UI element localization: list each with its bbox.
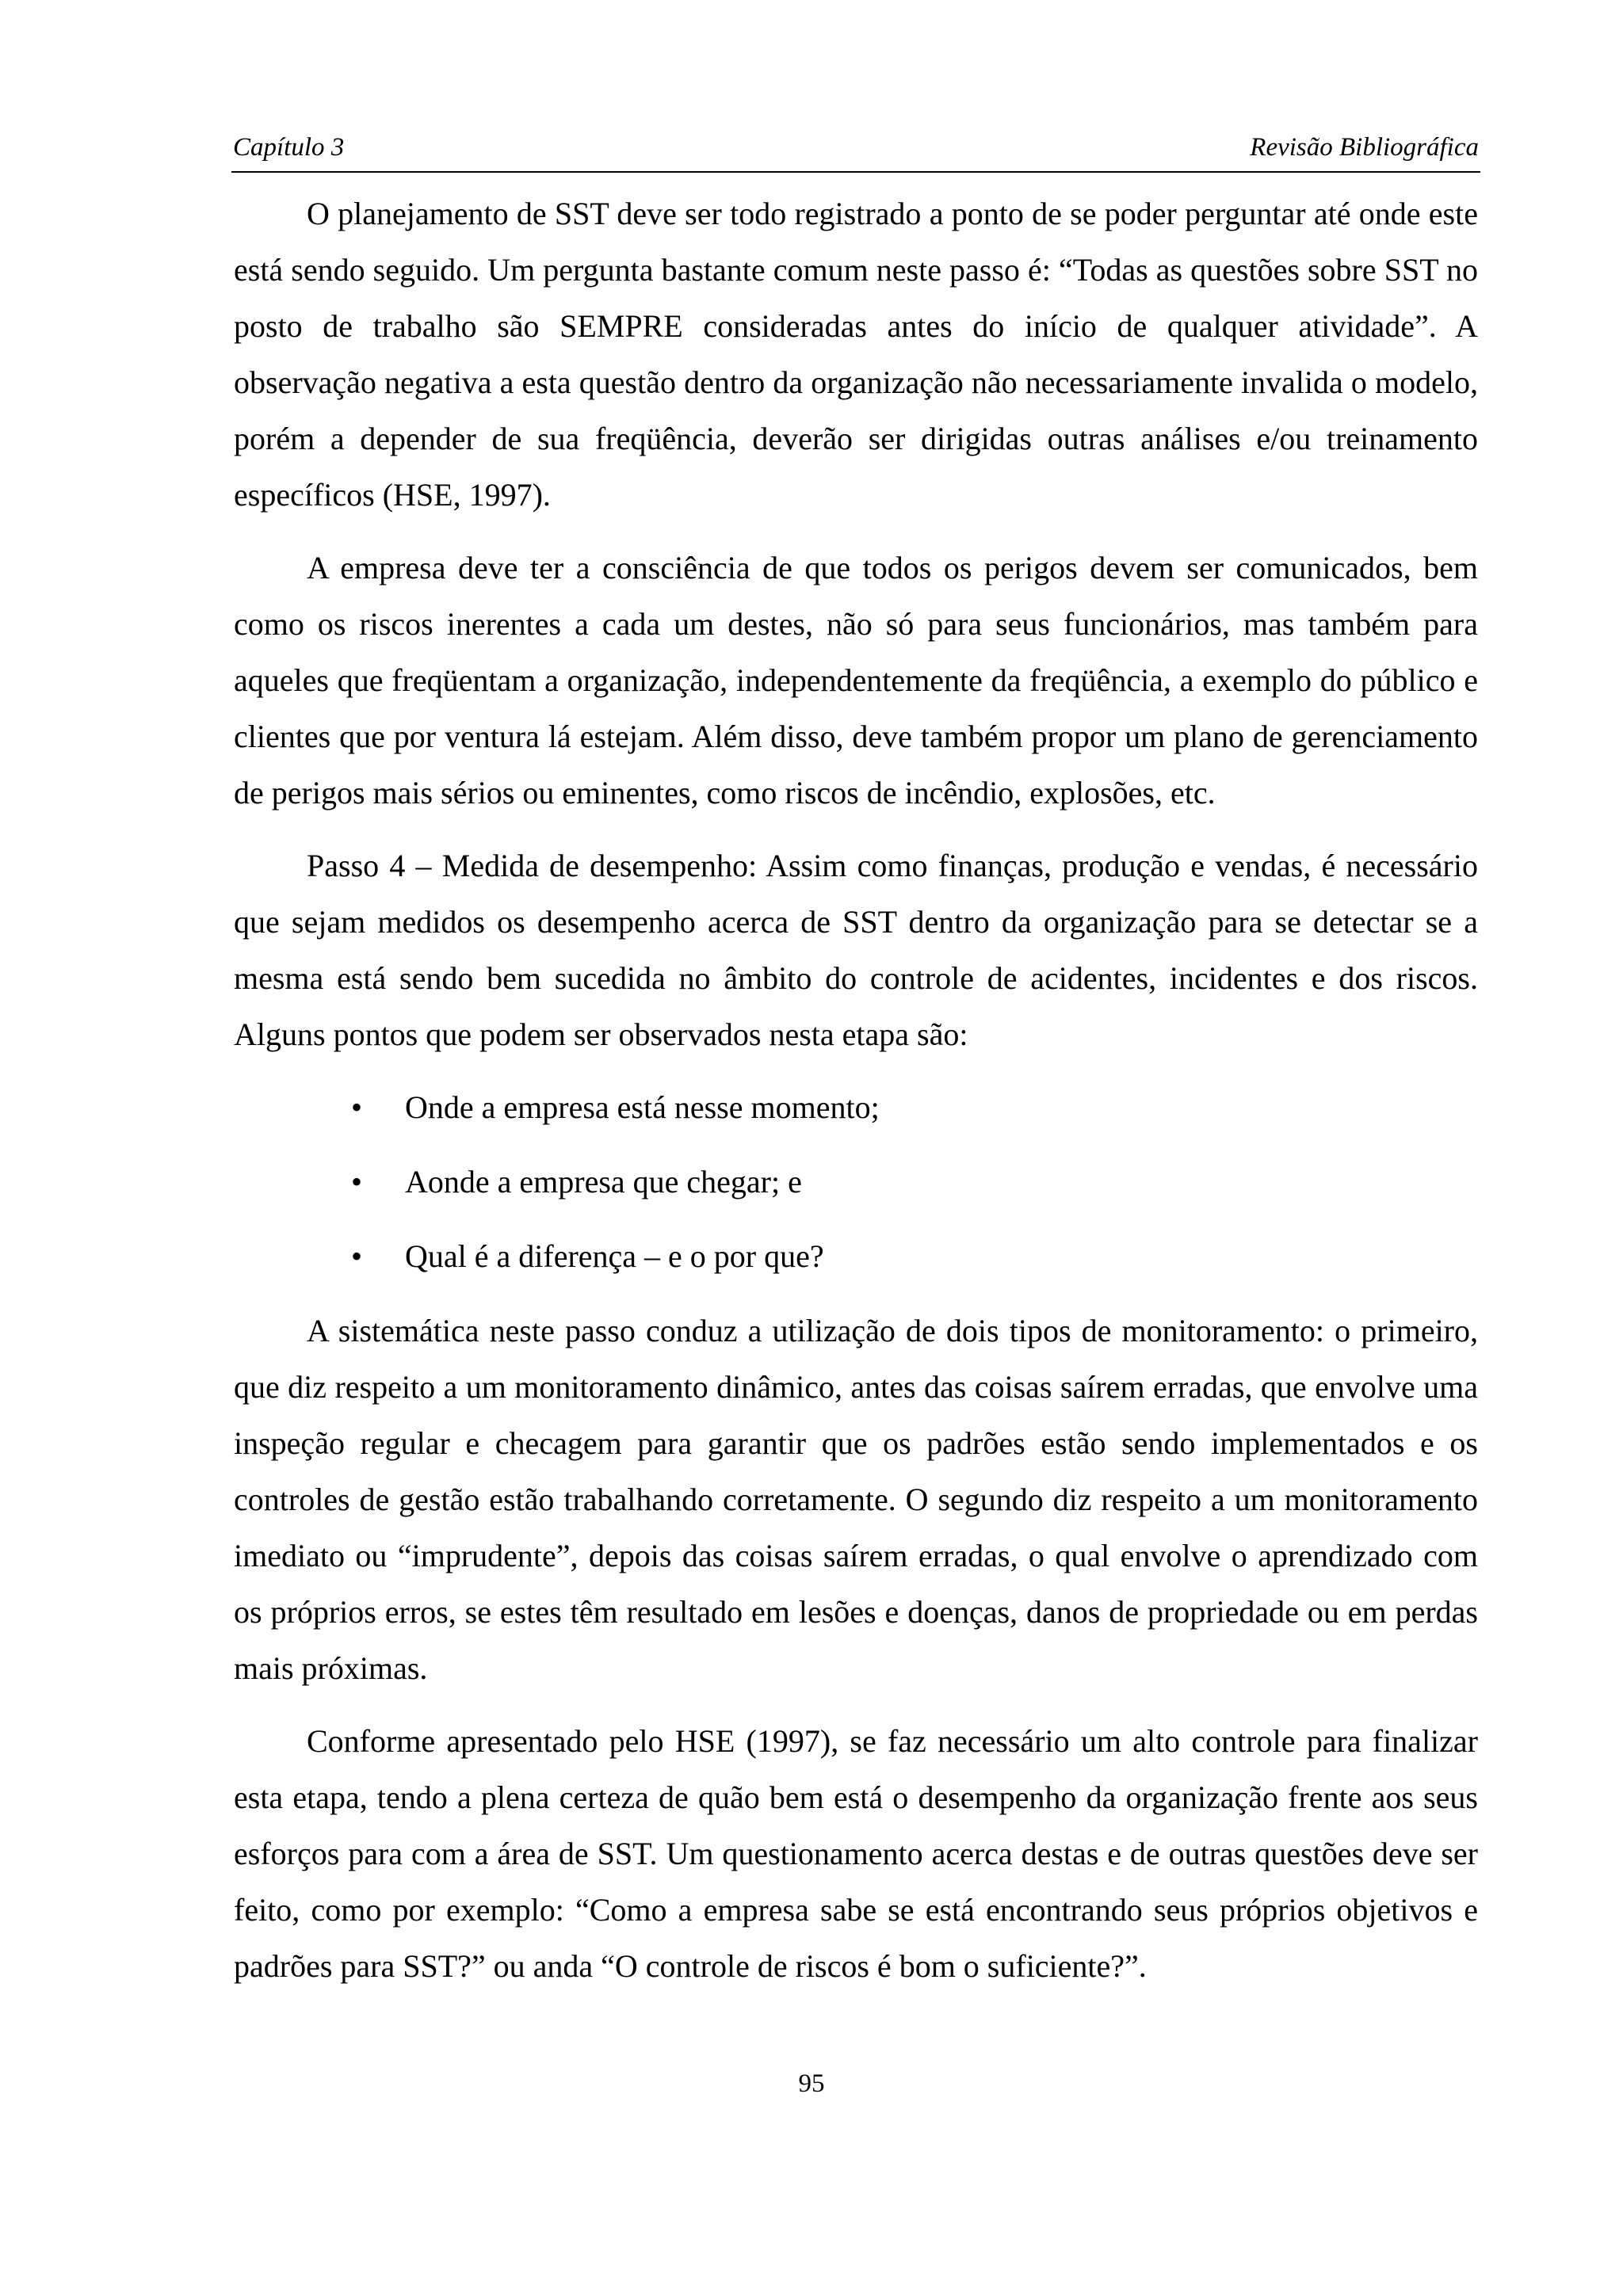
list-item <box>234 1079 1478 1135</box>
list-item <box>234 1154 1478 1210</box>
list-item <box>234 1228 1478 1284</box>
paragraph: A sistemática neste passo conduz a utilização de dois tipos de monitoramento: o primeiro, que diz respeito a um monitoramento dinâmico, antes das coisas saírem erradas, que envolve uma inspeção regular e checagem para garantir que os padrões estão sendo implementados e os controles de gestão estão trabalhando corretamente. O segundo diz respeito a um monitoramento imediato ou “imprudente”, depois das coisas saírem erradas, o qual envolve o aprendizado com os próprios erros, se estes têm resultado em lesões e doenças, danos de propriedade ou em perdas mais próximas. <box>234 1313 1478 1686</box>
paragraph: A empresa deve ter a consciência de que todos os perigos devem ser comunicados, bem como os riscos inerentes a cada um destes, não só para seus funcionários, mas também para aqueles que freqüentam a organização, independentemente da freqüência, a exemplo do público e clientes que por ventura lá estejam. Além disso, deve também propor um plano de gerenciamento de perigos mais sérios ou eminentes, como riscos de incêndio, explosões, etc. <box>234 550 1478 810</box>
bullet-icon: • <box>351 1164 363 1199</box>
paragraph: Passo 4 – Medida de desempenho: Assim como finanças, produção e vendas, é necessário que sejam medidos os desempenho acerca de SST dentro da organização para se detectar se a mesma está sendo bem sucedida no âmbito do controle de acidentes, incidentes e dos riscos. Alguns pontos que podem ser observados nesta etapa são: <box>234 848 1478 1052</box>
list-item-text: Qual é a diferença – e o por que? <box>405 1238 824 1274</box>
list-item-text: Onde a empresa está nesse momento; <box>405 1089 880 1125</box>
paragraph: Conforme apresentado pelo HSE (1997), se faz necessário um alto controle para finalizar esta etapa, tendo a plena certeza de quão bem está o desempenho da organização frente aos seus esforços para com a área de SST. Um questionamento acerca destas e de outras questões deve ser feito, como por exemplo: “Como a empresa sabe se está encontrando seus próprios objetivos e padrões para SST?” ou anda “O controle de riscos é bom o suficiente?”. <box>234 1723 1478 1984</box>
running-header <box>231 133 1480 173</box>
list-item-text: Aonde a empresa que chegar; e <box>405 1164 802 1199</box>
bullet-icon: • <box>351 1238 363 1274</box>
chapter-label: Capítulo 3 <box>233 133 345 162</box>
paragraph: O planejamento de SST deve ser todo registrado a ponto de se poder perguntar até onde este está sendo seguido. Um pergunta bastante comum neste passo é: “Todas as questões sobre SST no posto de trabalho são SEMPRE consideradas antes do início de qualquer atividade”. A observação negativa a esta questão dentro da organização não necessariamente invalida o modelo, porém a depender de sua freqüência, deverão ser dirigidas outras análises e/ou treinamento específicos (HSE, 1997). <box>234 196 1478 513</box>
body-text <box>234 185 1478 2011</box>
bullet-list <box>234 1079 1478 1284</box>
bullet-icon: • <box>351 1089 363 1125</box>
page-number: 95 <box>798 2069 825 2098</box>
section-label: Revisão Bibliográfica <box>1250 133 1479 162</box>
